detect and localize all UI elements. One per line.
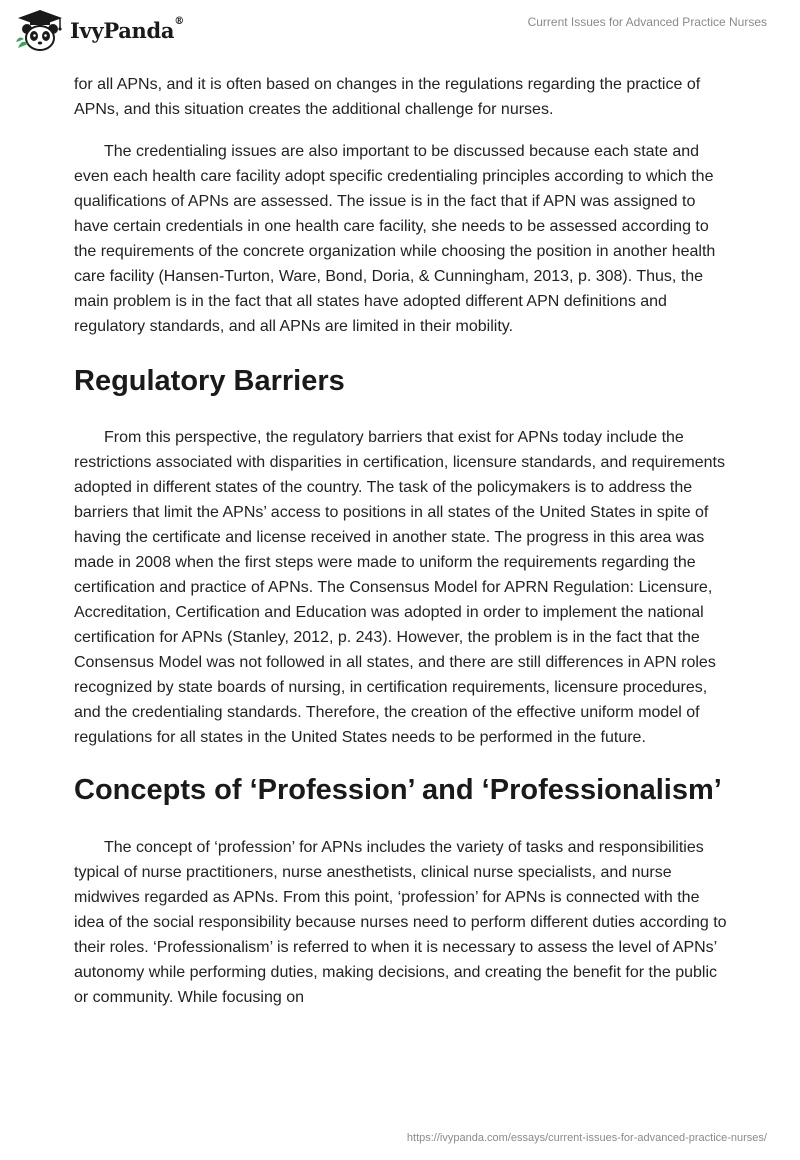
panda-graduate-icon (14, 8, 66, 52)
document-title: Current Issues for Advanced Practice Nurses (527, 15, 767, 29)
ivypanda-logo[interactable] (14, 8, 184, 52)
section-heading-regulatory-barriers: Regulatory Barriers (74, 365, 345, 397)
logo-text: IvyPanda® (70, 15, 184, 43)
source-url[interactable]: https://ivypanda.com/essays/current-issues-for-advanced-practice-nurses/ (406, 1132, 767, 1144)
paragraph: for all APNs, and it is often based on changes in the regulations regarding the practice of APNs, and this situation creates the additional challenge for nurses. (74, 76, 701, 118)
section-heading-concepts: Concepts of ‘Profession’ and ‘Professionalism’ (74, 774, 722, 806)
paragraph: From this perspective, the regulatory barriers that exist for APNs today include the restrictions associated with disparities in certification, licensure standards, and requirements adopted in different states of the country. The task of the policymakers is to address the barriers that limit the APNs’ access to positions in all states of the United States in spite of having the certificate and license received in another state. The progress in this area was made in 2008 when the first steps were made to uniform the requirements regarding the certification and practice of APNs. The Consensus Model for APRN Regulation: Licensure, Accreditation, Certification and Education was adopted in order to implement the national certification for APNs (Stanley, 2012, p. 243). However, the problem is in the fact that the Consensus Model was not followed in all states, and there are still differences in APN roles recognized by state boards of nursing, in certification requirements, licensure procedures, and the credentialing standards. Therefore, the creation of the effective uniform model of regulations for all states in the United States needs to be performed in the future. (74, 429, 725, 746)
essay-content (74, 72, 734, 1010)
paragraph: The concept of ‘profession’ for APNs includes the variety of tasks and responsibilities typical of nurse practitioners, nurse anesthetists, clinical nurse specialists, and nurse midwives regarded as APNs. From this point, ‘profession’ for APNs is connected with the idea of the social responsibility because nurses need to perform different duties according to their roles. ‘Professionalism’ is referred to when it is necessary to assess the level of APNs’ autonomy while performing duties, making decisions, and creating the benefit for the public or community. While focusing on (74, 839, 727, 1006)
page-header (0, 0, 800, 70)
paragraph: The credentialing issues are also important to be discussed because each state and even each health care facility adopt specific credentialing principles according to which the qualifications of APNs are assessed. The issue is in the fact that if APN was assigned to have certain credentials in one health care facility, she needs to be assessed according to the requirements of the concrete organization while choosing the position in another health care facility (Hansen-Turton, Ware, Bond, Doria, & Cunningham, 2013, p. 308). Thus, the main problem is in the fact that all states have adopted different APN definitions and regulatory standards, and all APNs are limited in their mobility. (74, 143, 716, 335)
